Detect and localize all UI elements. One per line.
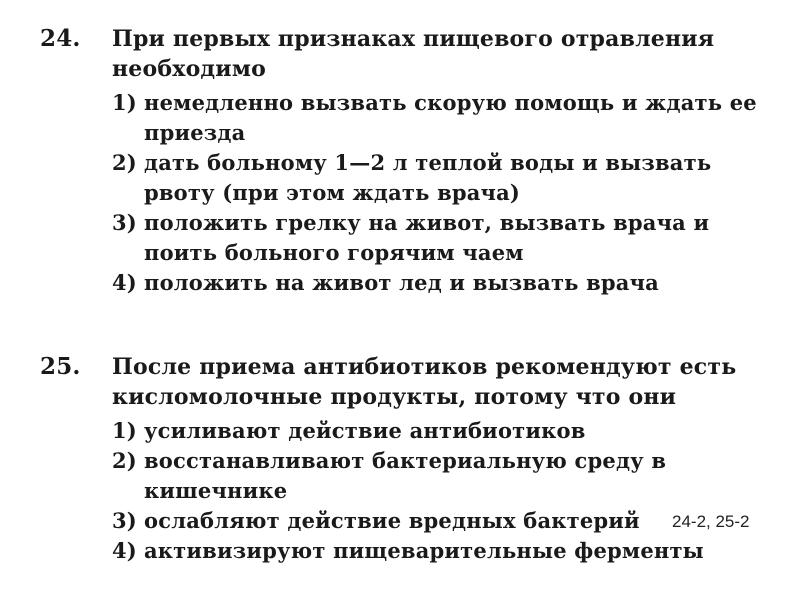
answer-option-2 (112, 446, 760, 506)
option-number: 3) (112, 508, 137, 533)
answer-option-2 (112, 148, 760, 208)
option-text: положить на живот лед и вызвать врача (144, 270, 659, 295)
option-text: восстанавливают бактериальную среду в кишечнике (144, 448, 667, 503)
option-number: 4) (112, 270, 137, 295)
option-text: активизируют пищеварительные ферменты (144, 538, 704, 563)
option-number: 2) (112, 150, 137, 175)
question-header (40, 24, 760, 84)
question-header (40, 352, 760, 412)
answer-option-3 (112, 506, 760, 536)
question-24 (40, 24, 760, 298)
answer-option-4 (112, 536, 760, 566)
option-number: 1) (112, 90, 137, 115)
option-number: 3) (112, 210, 137, 235)
answer-options (40, 88, 760, 298)
option-text: немедленно вызвать скорую помощь и ждать ее приезда (144, 90, 757, 145)
answer-key: 24-2, 25-2 (672, 512, 750, 531)
question-text: После приема антибиотиков рекомендуют есть кисломолочные продукты, потому что они (112, 354, 737, 410)
option-number: 1) (112, 418, 137, 443)
answer-option-3 (112, 208, 760, 268)
answer-option-4 (112, 268, 760, 298)
question-number: 24. (40, 25, 81, 52)
option-text: положить грелку на живот, вызвать врача и поить больного горячим чаем (144, 210, 710, 265)
option-text: дать больному 1—2 л теплой воды и вызвать рвоту (при этом ждать врача) (144, 150, 712, 205)
option-text: усиливают действие антибиотиков (144, 418, 586, 443)
option-number: 2) (112, 448, 137, 473)
question-number: 25. (40, 353, 81, 380)
question-25 (40, 352, 760, 566)
answer-options (40, 416, 760, 566)
answer-option-1 (112, 416, 760, 446)
option-number: 4) (112, 538, 137, 563)
answer-option-1 (112, 88, 760, 148)
option-text: ослабляют действие вредных бактерий (144, 508, 640, 533)
question-text: При первых признаках пищевого отравления необходимо (112, 26, 715, 82)
